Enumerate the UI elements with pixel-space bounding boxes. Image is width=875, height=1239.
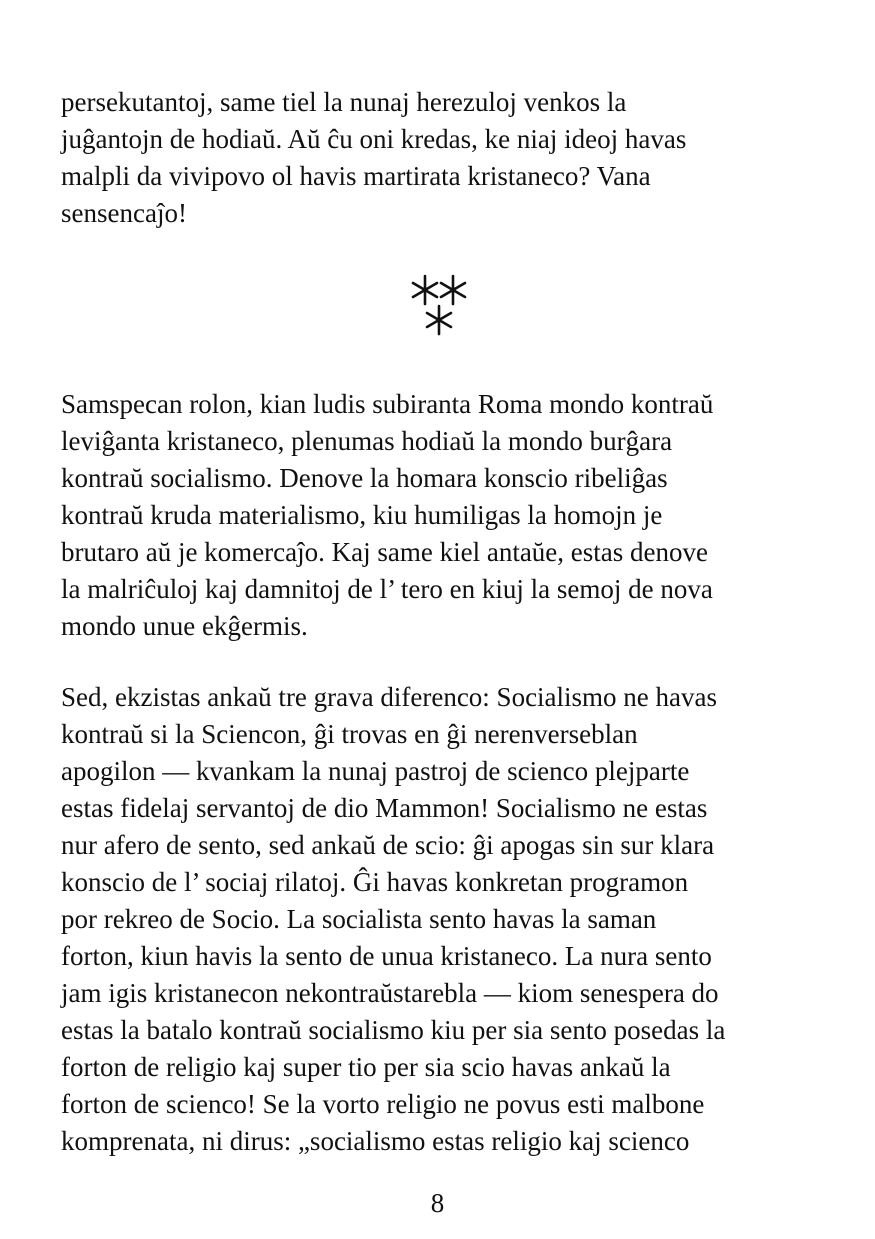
text-line: la malriĉuloj kaj damnitoj de l’ tero en kiuj la semoj de nova	[61, 574, 713, 604]
asterism-icon	[409, 270, 469, 342]
text-line: nur afero de sento, sed ankaŭ de scio: ĝi apogas sin sur klara	[61, 830, 715, 860]
text-line: jam igis kristanecon nekontraŭstarebla — kiom senespera do	[61, 978, 719, 1008]
text-line: kontraŭ socialismo. Denove la homara konscio ribeliĝas	[61, 463, 668, 493]
text-line: estas la batalo kontraŭ socialismo kiu per sia sento posedas la	[61, 1015, 726, 1045]
text-line: persekutantoj, same tiel la nunaj herezuloj venkos la	[61, 87, 627, 117]
text-line: konscio de l’ sociaj rilatoj. Ĝi havas konkretan programon	[61, 867, 689, 897]
text-line: Sed, ekzistas ankaŭ tre grava diferenco: Socialismo ne havas	[61, 682, 718, 712]
text-line: kontraŭ kruda materialismo, kiu humiligas la homojn je	[61, 500, 663, 530]
text-line: forton de religio kaj super tio per sia scio havas ankaŭ la	[61, 1052, 671, 1082]
text-line: juĝantojn de hodiaŭ. Aŭ ĉu oni kredas, ke niaj ideoj havas	[61, 124, 687, 154]
page-number: 8	[430, 1188, 445, 1218]
text-line: brutaro aŭ je komercaĵo. Kaj same kiel antaŭe, estas denove	[61, 537, 708, 567]
paragraph-gap	[61, 645, 817, 679]
paragraph-2	[61, 386, 817, 645]
section-separator	[61, 270, 817, 342]
text-line: forton de scienco! Se la vorto religio ne povus esti malbone	[61, 1089, 705, 1119]
text-line: leviĝanta kristaneco, plenumas hodiaŭ la mondo burĝara	[61, 426, 673, 456]
text-line: mondo unue ekĝermis.	[61, 611, 308, 641]
text-line: forton, kiun havis la sento de unua kristaneco. La nura sento	[61, 941, 712, 971]
text-line: Samspecan rolon, kian ludis subiranta Roma mondo kontraŭ	[61, 389, 714, 419]
text-line: malpli da vivipovo ol havis martirata kristaneco? Vana	[61, 161, 651, 191]
text-line: apogilon — kvankam la nunaj pastroj de scienco plejparte	[61, 756, 690, 786]
paragraph-1	[61, 84, 817, 232]
text-line: estas fidelaj servantoj de dio Mammon! Socialismo ne estas	[61, 793, 708, 823]
paragraph-3	[61, 679, 817, 1160]
text-line: komprenata, ni dirus: „socialismo estas religio kaj scienco	[61, 1126, 690, 1156]
page-content	[61, 84, 817, 1160]
text-line: por rekreo de Socio. La socialista sento havas la saman	[61, 904, 657, 934]
text-line: sensencaĵo!	[61, 198, 187, 228]
text-line: kontraŭ si la Sciencon, ĝi trovas en ĝi nerenverseblan	[61, 719, 638, 749]
